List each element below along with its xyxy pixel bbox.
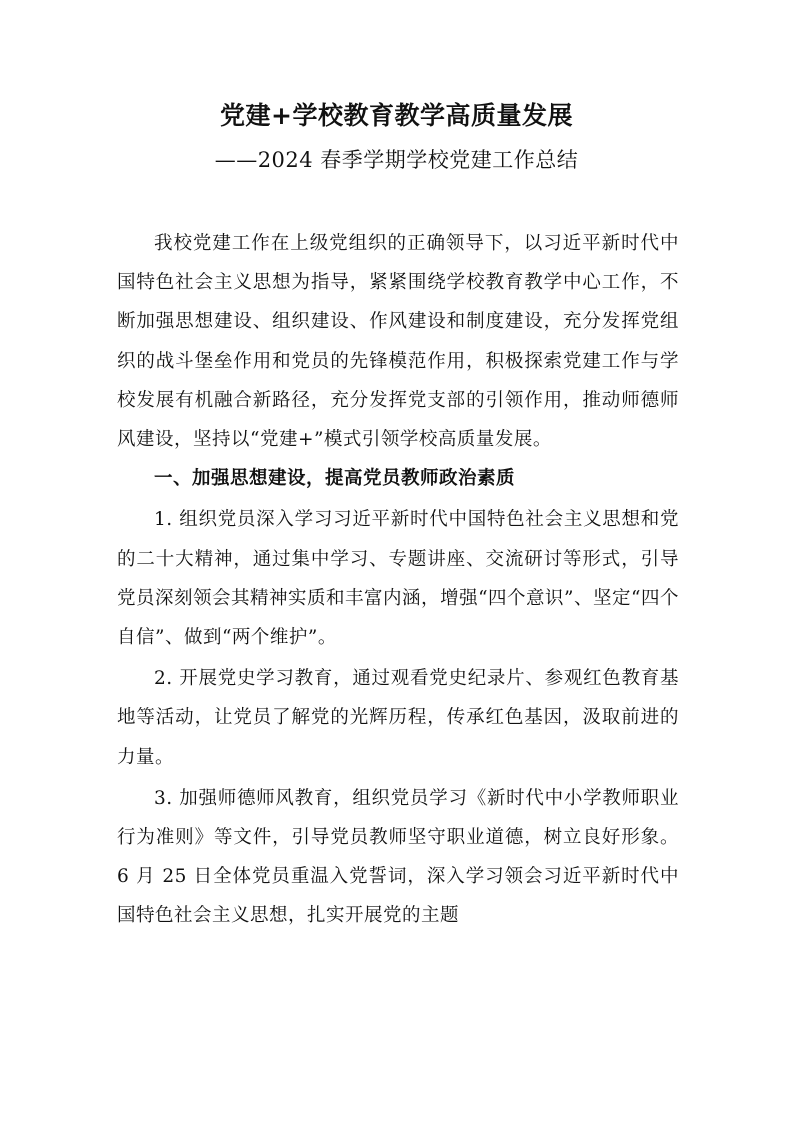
document-body: [117, 224, 679, 936]
section-heading-1: 一、加强思想建设，提高党员教师政治素质: [154, 468, 516, 490]
document-title: 党建+学校教育教学高质量发展: [220, 101, 573, 130]
intro-paragraph: 我校党建工作在上级党组织的正确领导下，以习近平新时代中国特色社会主义思想为指导，紧紧围绕学校教育教学中心工作，不断加强思想建设、组织建设、作风建设和制度建设，充分发挥党组织的战斗堡垒作用和党员的先锋模范作用，积极探索党建工作与学校发展有机融合新路径，充分发挥党支部的引领作用，推动师德师风建设，坚持以“党建+”模式引领学校高质量发展。: [117, 233, 679, 451]
list-item-1: 1. 组织党员深入学习习近平新时代中国特色社会主义思想和党的二十大精神，通过集中学习、专题讲座、交流研讨等形式，引导党员深刻领会其精神实质和丰富内涵，增强“四个意识”、坚定“四个自信”、做到“两个维护”。: [117, 509, 679, 649]
list-item-2: 2. 开展党史学习教育，通过观看党史纪录片、参观红色教育基地等活动，让党员了解党的光辉历程，传承红色基因，汲取前进的力量。: [117, 668, 679, 768]
document-subtitle: ——2024 春季学期学校党建工作总结: [214, 148, 579, 172]
list-item-3: 3. 加强师德师风教育，组织党员学习《新时代中小学教师职业行为准则》等文件，引导党员教师坚守职业道德，树立良好形象。6 月 25 日全体党员重温入党誓词，深入学习领会习近平新时代中国特色社会主义思想，扎实开展党的主题: [117, 787, 679, 927]
